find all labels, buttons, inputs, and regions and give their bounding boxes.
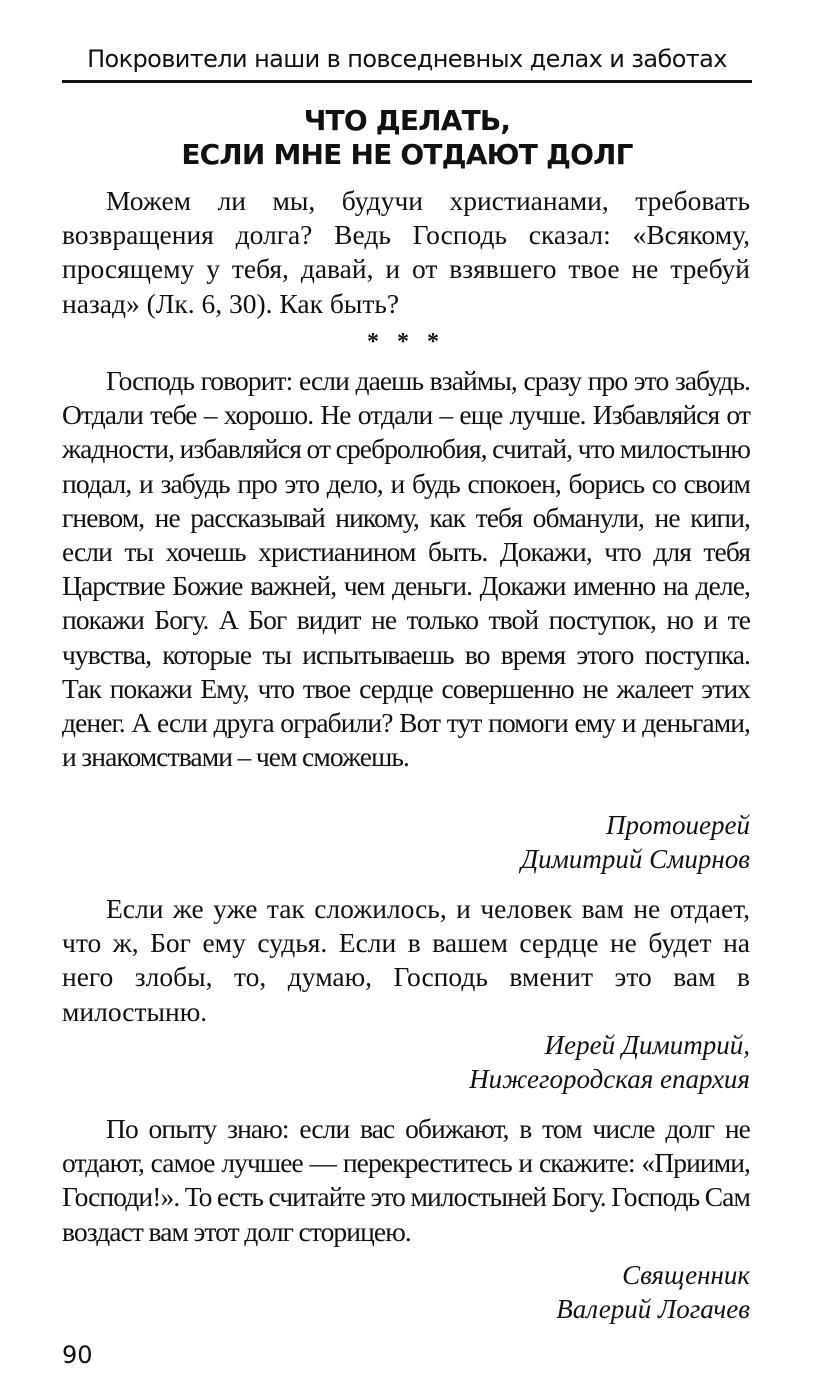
author-title: Священник: [622, 1260, 750, 1290]
running-head: Покровители наши в повседневных делах и заботах: [62, 40, 752, 83]
chapter-title: [62, 104, 752, 172]
author-name: Валерий Логачев: [556, 1294, 750, 1324]
answer-1-author: [250, 808, 750, 876]
section-separator: * * *: [367, 329, 445, 355]
author-name: Иерей Димитрий,: [544, 1030, 750, 1060]
page-number: 90: [62, 1341, 93, 1369]
answer-2-author: [250, 1028, 750, 1096]
answer-paragraph-1: Господь говорит: если даешь взаймы, сразу про это забудь. Отдали тебе – хорошо. Не отдали – еще лучше. Избавляйся от жадности, избавляйся от сребролюбия, считай, что милостыню подал, и забудь про это дело, и будь спокоен, борись со своим гневом, не рассказывай никому, как тебя обманули, не кипи, если ты хочешь христианином быть. Докажи, что для тебя Царствие Божие важней, чем деньги. Докажи именно на деле, покажи Богу. А Бог видит не только твой поступок, но и те чувства, которые ты испытываешь во время этого поступка. Так покажи Ему, что твое сердце совершенно не жалеет этих денег. А если друга ограбили? Вот тут помоги ему и деньгами, и знакомствами – чем сможешь.: [62, 365, 750, 773]
chapter-title-line-1: ЧТО ДЕЛАТЬ,: [303, 104, 511, 137]
author-affiliation: Нижегородская епархия: [469, 1064, 750, 1094]
author-title: Протоиерей: [606, 810, 750, 840]
question-paragraph: Можем ли мы, будучи христианами, требовать возвращения долга? Ведь Господь сказал: «Всякому, просящему у тебя, давай, и от взявшего твое не требуй назад» (Лк. 6, 30). Как быть?: [62, 185, 750, 319]
author-name: Димитрий Смирнов: [520, 844, 750, 874]
answer-paragraph-2: Если же уже так сложилось, и человек вам не отдает, что ж, Бог ему судья. Если в вашем сердце не будет на него злобы, то, думаю, Господь вменит это вам в милостыню.: [62, 893, 750, 1027]
chapter-title-line-2: ЕСЛИ МНЕ НЕ ОТДАЮТ ДОЛГ: [181, 138, 633, 171]
answer-paragraph-3: По опыту знаю: если вас обижают, в том числе долг не отдают, самое лучшее — перекреститесь и скажите: «Приими, Господи!». То есть считайте это милостыней Богу. Господь Сам воздаст вам этот долг сторицею.: [62, 1113, 750, 1247]
answer-3-author: [250, 1258, 750, 1326]
